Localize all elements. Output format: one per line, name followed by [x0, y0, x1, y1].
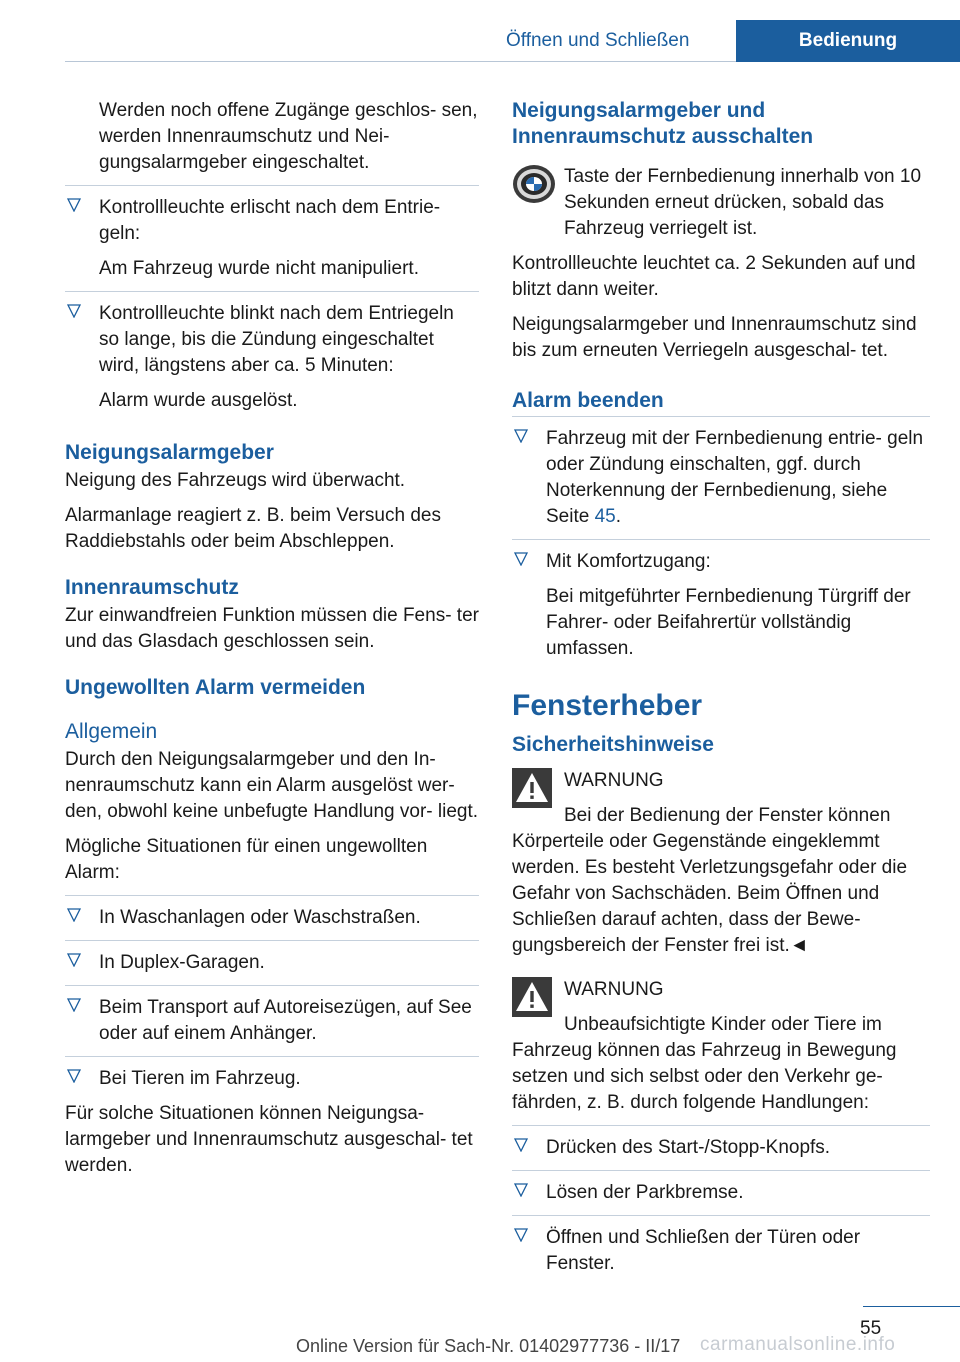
list-item [65, 301, 479, 414]
divider [512, 1125, 930, 1126]
header-chapter-tab: Bedienung [736, 20, 960, 62]
warning-icon [512, 977, 552, 1017]
heading-sicherheitshinweise: Sicherheitshinweise [512, 733, 714, 756]
heading-alarm-beenden: Alarm beenden [512, 389, 664, 412]
list-item-text: In Duplex-Garagen. [99, 952, 265, 973]
warning-label: WARNUNG [564, 770, 664, 791]
warning-block [512, 977, 930, 1116]
list-item [512, 426, 930, 530]
list-item-text: Beim Transport auf Autoreisezügen, auf See oder auf einem Anhänger. [99, 997, 472, 1044]
list-item [65, 195, 479, 282]
triangle-bullet-icon [67, 304, 81, 318]
list-item-text: Öffnen und Schließen der Türen oder Fenster. [546, 1227, 861, 1274]
paragraph: Mögliche Situationen für einen ungewollten Alarm: [65, 836, 428, 883]
list-item-subtext: Am Fahrzeug wurde nicht manipuliert. [99, 258, 419, 279]
list-item-text: Kontrollleuchte erlischt nach dem Entrie- geln: [99, 197, 441, 244]
list-item-text: . [615, 506, 622, 527]
divider [65, 291, 479, 292]
paragraph: Zur einwandfreien Funktion müssen die Fens- ter und das Glasdach geschlossen sein. [65, 605, 479, 652]
divider [512, 1215, 930, 1216]
divider [512, 416, 930, 417]
left-column [65, 98, 479, 1188]
footer-rule [863, 1306, 960, 1307]
list-item-subtext: Bei mitgeführter Fernbedienung Türgriff der Fahrer- oder Beifahrertür vollständig umfassen. [546, 586, 911, 659]
warning-icon [512, 768, 552, 808]
list-item [512, 1135, 930, 1161]
list-item-text: Bei Tieren im Fahrzeug. [99, 1068, 301, 1089]
intro-paragraph: Werden noch offene Zugänge geschlos- sen, werden Innenraumschutz und Nei- gungsalarmgeber eingeschaltet. [99, 100, 478, 173]
list-item-text: Drücken des Start-/Stopp-Knopfs. [546, 1137, 831, 1158]
warning-block [512, 768, 930, 959]
divider [512, 1170, 930, 1171]
triangle-bullet-icon [514, 1183, 528, 1197]
header-section-title: Öffnen und Schließen [506, 30, 690, 51]
chapter-title-fensterheber: Fensterheber [512, 689, 703, 722]
subheading-allgemein: Allgemein [65, 720, 158, 743]
warning-label: WARNUNG [564, 979, 664, 1000]
remote-key-note [512, 164, 930, 242]
warning-text: Unbeaufsichtigte Kinder oder Tiere im Fahrzeug können das Fahrzeug in Bewegung setzen und sich selbst oder den Verkehr ge- fährden, z. B. durch folgende Handlungen: [512, 1014, 897, 1113]
list-item [512, 1225, 930, 1277]
right-column [512, 98, 930, 1286]
divider [65, 185, 479, 186]
page-number: 55 [860, 1318, 882, 1339]
triangle-bullet-icon [67, 998, 81, 1012]
list-item [512, 1180, 930, 1206]
triangle-bullet-icon [67, 1069, 81, 1083]
remote-lock-button-icon [512, 164, 556, 204]
paragraph: Alarmanlage reagiert z. B. beim Versuch des Raddiebstahls oder beim Abschleppen. [65, 505, 441, 552]
triangle-bullet-icon [67, 198, 81, 212]
list-item-text: Fahrzeug mit der Fernbedienung entrie- geln oder Zündung einschalten, ggf. durch Noterkennung der Fernbedienung, siehe Seite [546, 428, 924, 527]
list-item-text: Lösen der Parkbremse. [546, 1182, 744, 1203]
triangle-bullet-icon [67, 953, 81, 967]
heading-ungewollten-alarm: Ungewollten Alarm vermeiden [65, 676, 366, 699]
triangle-bullet-icon [67, 908, 81, 922]
triangle-bullet-icon [514, 1228, 528, 1242]
divider [65, 985, 479, 986]
paragraph: Taste der Fernbedienung innerhalb von 10 Sekunden erneut drücken, sobald das Fahrzeug verriegelt ist. [564, 166, 922, 239]
paragraph: Für solche Situationen können Neigungsa- larmgeber und Innenraumschutz ausgeschal- tet werden. [65, 1103, 473, 1176]
paragraph: Kontrollleuchte leuchtet ca. 2 Sekunden auf und blitzt dann weiter. [512, 253, 916, 300]
heading-ausschalten: Neigungsalarmgeber und Innenraumschutz ausschalten [512, 99, 814, 148]
page-reference-link[interactable]: 45 [594, 506, 616, 527]
triangle-bullet-icon [514, 1138, 528, 1152]
list-item-subtext: Alarm wurde ausgelöst. [99, 390, 298, 411]
divider [65, 1056, 479, 1057]
watermark: carmanualsonline.info [700, 1334, 896, 1355]
triangle-bullet-icon [514, 552, 528, 566]
paragraph: Neigungsalarmgeber und Innenraumschutz sind bis zum erneuten Verriegeln ausgeschal- tet. [512, 314, 917, 361]
paragraph: Durch den Neigungsalarmgeber und den In- nenraumschutz kann ein Alarm ausgelöst wer- den, obwohl keine unbefugte Handlung vor- liegt. [65, 749, 479, 822]
list-item [65, 995, 479, 1047]
list-item-text: Mit Komfortzugang: [546, 551, 711, 572]
divider [65, 940, 479, 941]
heading-innenraumschutz: Innenraumschutz [65, 576, 239, 599]
paragraph: Neigung des Fahrzeugs wird überwacht. [65, 470, 406, 491]
list-item [512, 549, 930, 662]
list-item [65, 1066, 479, 1092]
heading-neigungsalarmgeber: Neigungsalarmgeber [65, 441, 274, 464]
triangle-bullet-icon [514, 429, 528, 443]
list-item [65, 905, 479, 931]
list-item [65, 950, 479, 976]
list-item-text: Kontrollleuchte blinkt nach dem Entriegeln so lange, bis die Zündung eingeschaltet wird, längstens aber ca. 5 Minuten: [99, 303, 454, 376]
warning-text: Bei der Bedienung der Fenster können Körperteile oder Gegenstände eingeklemmt werden. Es besteht Verletzungsgefahr oder die Gefahr von Sachschäden. Beim Öffnen und Schließen darauf achten, dass der Bewe- gungsbereich der Fenster frei ist.◄ [512, 805, 908, 956]
divider [65, 895, 479, 896]
list-item-text: In Waschanlagen oder Waschstraßen. [99, 907, 421, 928]
divider [512, 539, 930, 540]
footer-online-version: Online Version für Sach-Nr. 01402977736 - II/17 [296, 1336, 681, 1356]
